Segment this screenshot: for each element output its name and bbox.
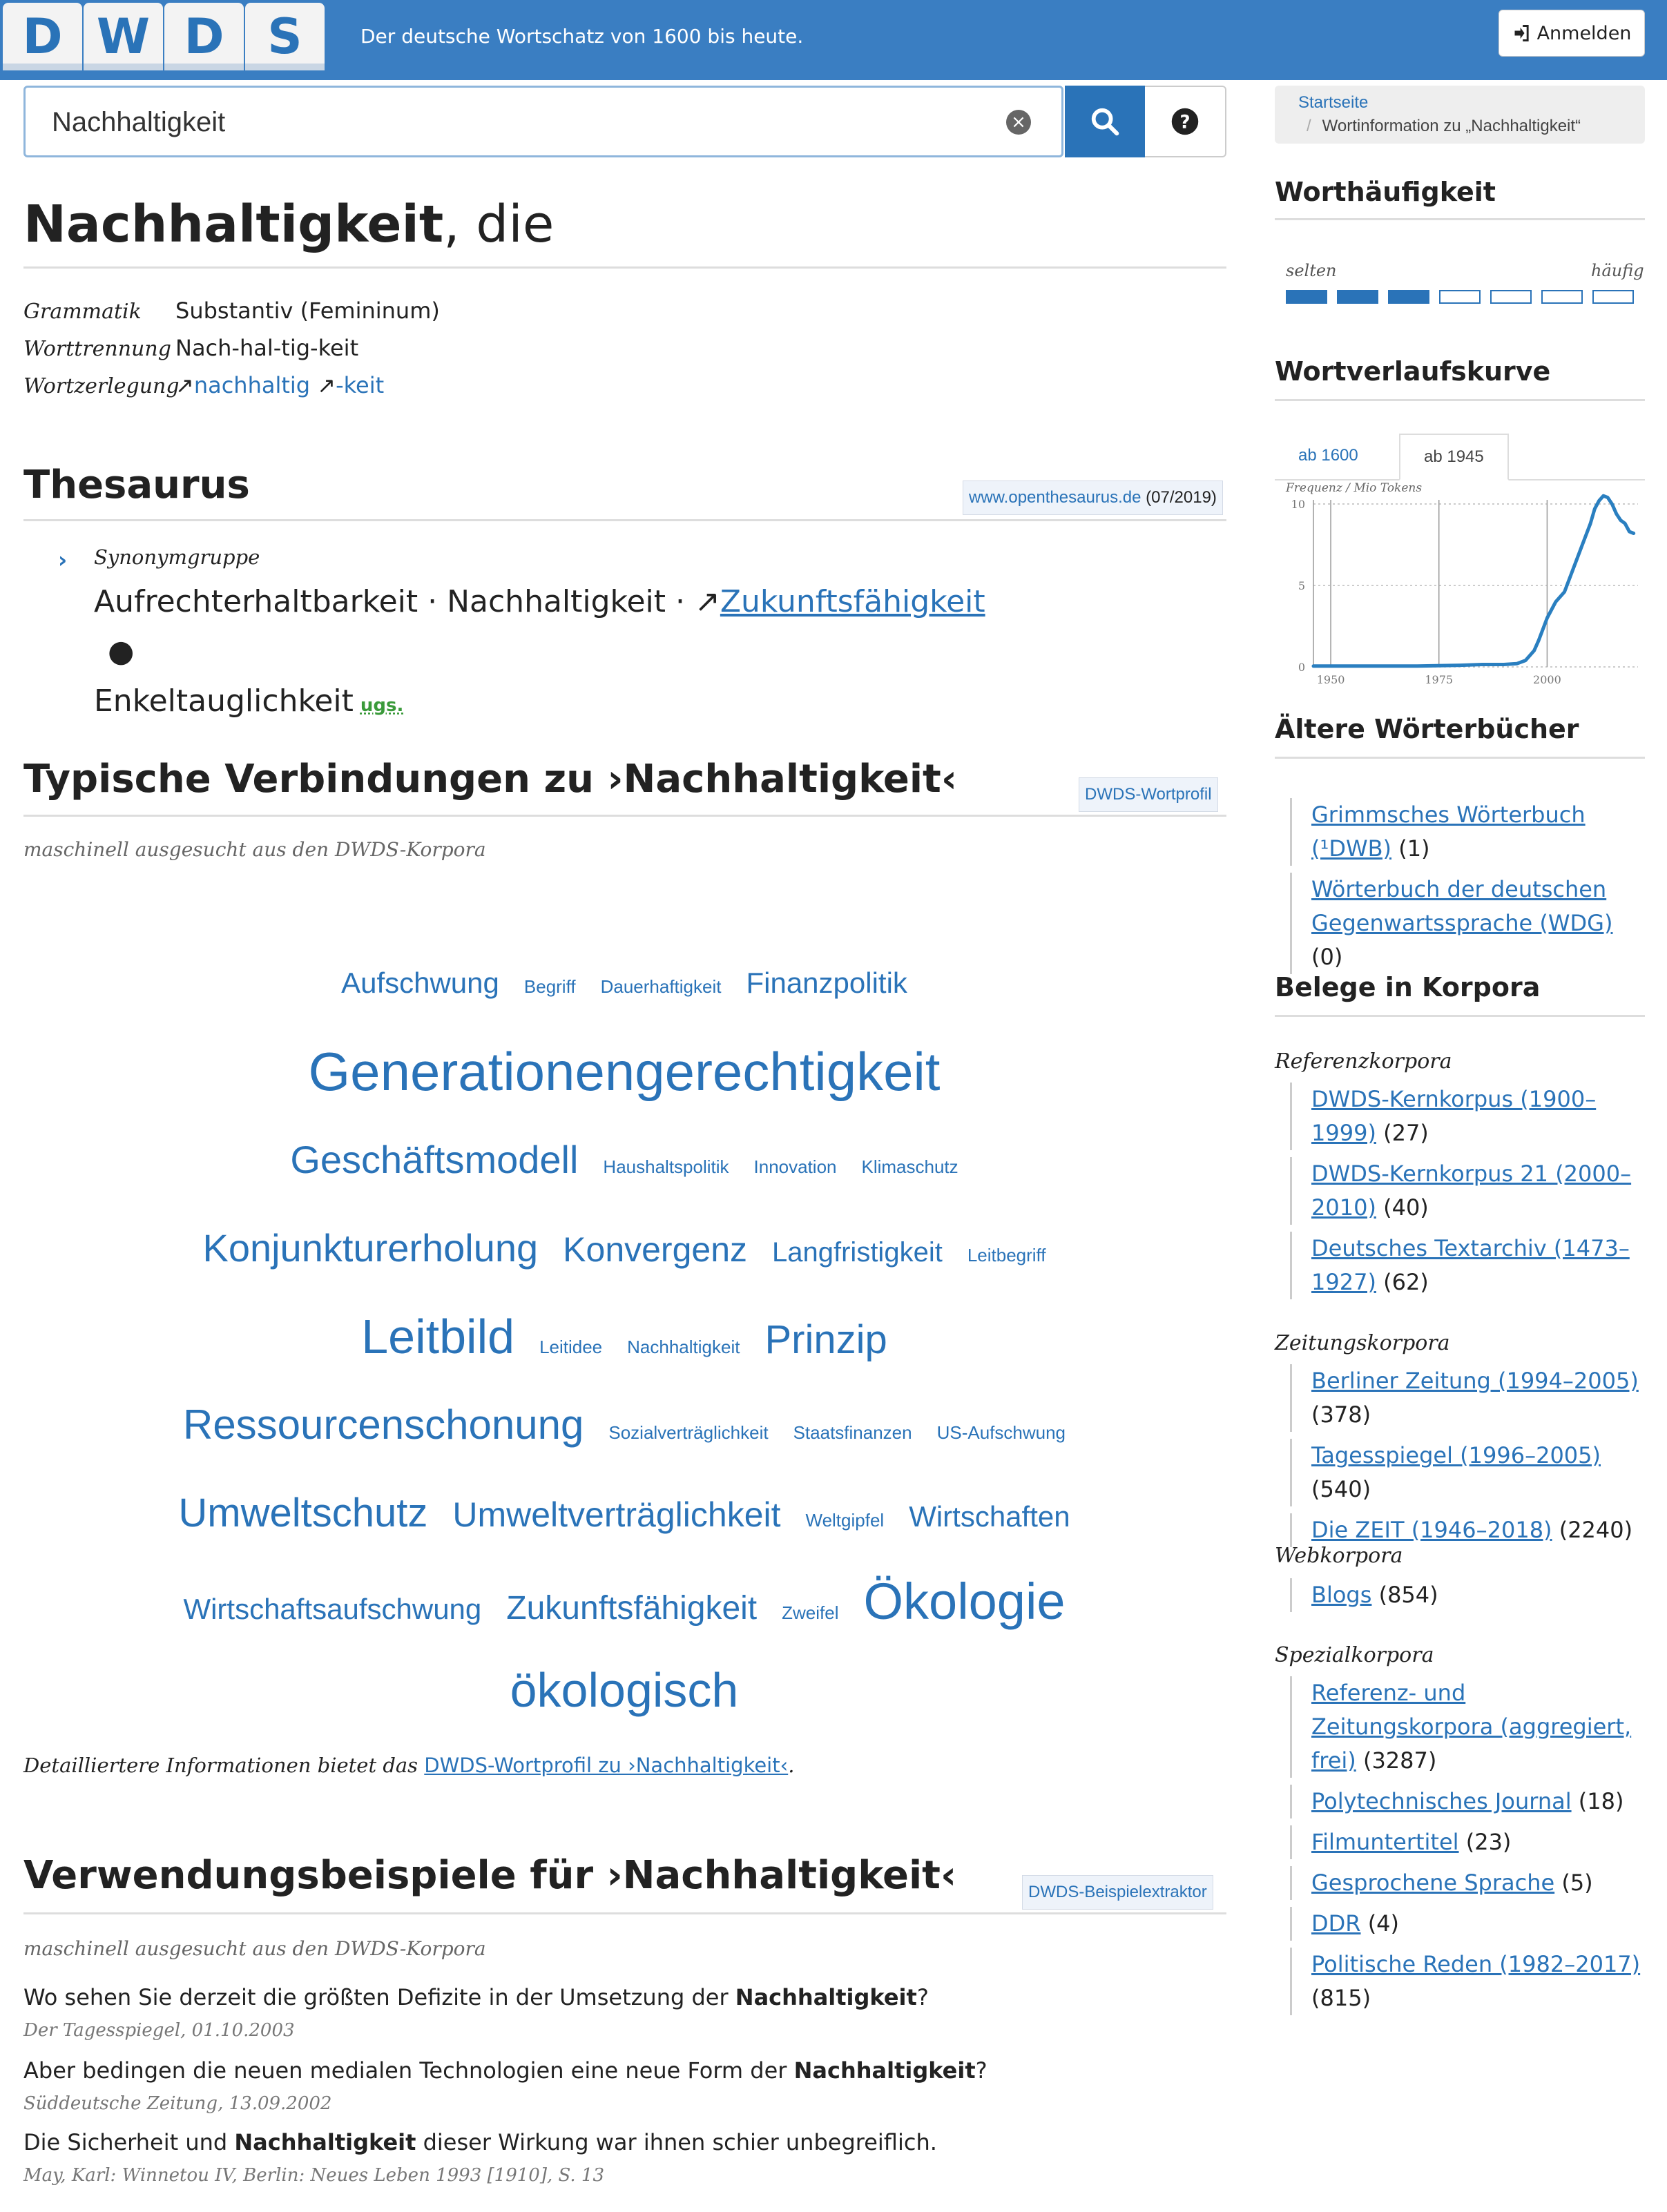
svg-text:?: ?: [1179, 112, 1191, 133]
arrow-icon: ↗: [175, 372, 194, 398]
wortprofil-badge[interactable]: [1079, 777, 1218, 812]
collocation-word[interactable]: Leitidee: [539, 1337, 603, 1357]
chart-xtick-label: 1950: [1316, 673, 1345, 686]
thesaurus-source-badge: [963, 481, 1223, 515]
synonym-group-label: Synonymgruppe: [94, 545, 260, 569]
corpus-count: (4): [1360, 1910, 1400, 1937]
arrow-icon: ↗: [694, 584, 720, 619]
word-cloud: [23, 939, 1225, 1734]
corpus-count: (27): [1376, 1120, 1429, 1146]
corpus-link[interactable]: DDR: [1311, 1910, 1361, 1937]
synonym-link[interactable]: Zukunftsfähigkeit: [720, 584, 985, 619]
collocation-word[interactable]: Staatsfinanzen: [793, 1422, 912, 1443]
corpus-count: (854): [1371, 1582, 1438, 1608]
freq-title: Worthäufigkeit: [1275, 177, 1496, 207]
corpus-item: [1290, 798, 1643, 866]
word-cloud-row: [23, 1558, 1225, 1646]
corpus-link[interactable]: DWDS-Kernkorpus 21 (2000–2010): [1311, 1161, 1632, 1221]
divider: [1275, 1015, 1645, 1017]
corpus-link[interactable]: Politische Reden (1982–2017): [1311, 1951, 1641, 1977]
search-box: [23, 86, 1063, 157]
word-cloud-row: [23, 939, 1225, 1027]
thesaurus-source-date: (07/2019): [1146, 488, 1217, 507]
special-corpora-list: [1290, 1676, 1643, 2022]
arrow-icon: ↗: [317, 372, 336, 398]
chart-xtick-label: 2000: [1533, 673, 1561, 686]
login-label: Anmelden: [1536, 22, 1632, 44]
collocation-word[interactable]: Dauerhaftigkeit: [600, 976, 722, 997]
synonym-list: Aufrechterhaltbarkeit · Nachhaltigkeit ·: [94, 584, 695, 619]
collocation-word[interactable]: Begriff: [523, 976, 576, 997]
grammar-block: [23, 293, 440, 405]
corpus-category: Zeitungskorpora: [1275, 1331, 1450, 1355]
collocations-title: Typische Verbindungen zu ›Nachhaltigkeit‹: [23, 757, 957, 802]
examples-note: maschinell ausgesucht aus den DWDS-Korpora: [23, 1937, 486, 1960]
corpus-link[interactable]: Tagesspiegel (1996–2005): [1311, 1442, 1601, 1468]
collocation-word[interactable]: Konvergenz: [563, 1230, 748, 1269]
example-text: Aber bedingen die neuen medialen Technologien eine neue Form der: [23, 2057, 794, 2084]
tagline: Der deutsche Wortschatz von 1600 bis heute.: [360, 25, 804, 48]
collocation-word[interactable]: Umweltschutz: [178, 1491, 428, 1535]
corpus-item: [1290, 1676, 1643, 1778]
divider: [1275, 757, 1645, 759]
page-title: [23, 195, 554, 254]
corpus-item: [1290, 1513, 1643, 1547]
bullet-icon: ●: [108, 634, 135, 669]
collocations-note: maschinell ausgesucht aus den DWDS-Korpora: [23, 838, 486, 861]
collocation-word[interactable]: Weltgipfel: [805, 1510, 885, 1531]
beispielextraktor-link[interactable]: DWDS-Beispielextraktor: [1028, 1883, 1207, 1901]
example-keyword: Nachhaltigkeit: [735, 1984, 917, 2010]
older-dictionaries-list: [1290, 798, 1643, 981]
divider: [1275, 399, 1645, 401]
top-bar: [0, 0, 1667, 80]
corpus-count: (5): [1554, 1870, 1593, 1896]
login-button[interactable]: [1499, 10, 1645, 57]
collocation-word[interactable]: Finanzpolitik: [746, 967, 907, 999]
example-source: May, Karl: Winnetou IV, Berlin: Neues Leben 1993 [1910], S. 13: [23, 2165, 604, 2186]
wortprofil-link[interactable]: DWDS-Wortprofil: [1085, 785, 1212, 804]
word-cloud-row: [23, 1027, 1225, 1116]
collocation-word[interactable]: Wirtschaftsaufschwung: [183, 1593, 482, 1625]
corpus-item: [1290, 1785, 1643, 1818]
corpus-item: [1290, 1157, 1643, 1225]
detail-text: Detailliertere Informationen bietet das: [23, 1754, 425, 1777]
frequency-step: [1286, 290, 1327, 304]
divider: [23, 519, 1226, 521]
corpus-item: [1290, 1364, 1643, 1432]
example-text: Wo sehen Sie derzeit die größten Defizite in der Umsetzung der: [23, 1984, 735, 2010]
frequency-step: [1439, 290, 1481, 304]
collocation-word[interactable]: Umweltverträglichkeit: [452, 1495, 781, 1534]
divider: [1275, 218, 1645, 220]
frequency-step: [1388, 290, 1429, 304]
login-icon: [1512, 23, 1532, 43]
synonym-word: Enkeltauglichkeit: [94, 683, 354, 719]
word-cloud-row: [23, 1292, 1225, 1381]
breadcrumb: [1275, 86, 1645, 144]
thesaurus-source-link[interactable]: www.openthesaurus.de: [969, 488, 1141, 507]
corpus-item: [1290, 1232, 1643, 1299]
newspaper-corpora-list: [1290, 1364, 1643, 1554]
collocation-word[interactable]: Generationengerechtigkeit: [308, 1041, 941, 1102]
decomp-link[interactable]: nachhaltig: [193, 372, 311, 398]
corpora-title: Belege in Korpora: [1275, 972, 1541, 1002]
older-title: Ältere Wörterbücher: [1275, 714, 1579, 744]
collocation-word[interactable]: Zweifel: [782, 1602, 839, 1623]
frequency-step: [1541, 290, 1583, 304]
frequency-step: [1592, 290, 1634, 304]
lemma: Nachhaltigkeit: [23, 195, 444, 254]
clear-icon[interactable]: ×: [1006, 110, 1031, 135]
corpus-item: [1290, 1866, 1643, 1900]
corpus-item: [1290, 1907, 1643, 1941]
corpus-category: Spezialkorpora: [1275, 1643, 1434, 1667]
corpus-count: (378): [1311, 1401, 1371, 1428]
tab-ab-1600[interactable]: ab 1600: [1298, 446, 1358, 465]
tab-ab-1945[interactable]: ab 1945: [1399, 434, 1509, 481]
thesaurus-title: Thesaurus: [23, 463, 250, 507]
divider: [23, 1912, 1226, 1914]
detail-info: [23, 1754, 794, 1777]
frequency-chart: [1275, 479, 1645, 693]
word-cloud-row: [23, 1116, 1225, 1204]
chart-ytick-label: 0: [1298, 661, 1305, 674]
example-text: Die Sicherheit und: [23, 2129, 235, 2155]
help-button[interactable]: [1145, 86, 1226, 157]
collocation-word[interactable]: Geschäftsmodell: [290, 1138, 579, 1181]
frequency-step: [1337, 290, 1378, 304]
corpus-link[interactable]: Berliner Zeitung (1994–2005): [1311, 1368, 1639, 1394]
word-cloud-row: [23, 1381, 1225, 1469]
example-keyword: Nachhaltigkeit: [793, 2057, 976, 2084]
corpus-link[interactable]: Die ZEIT (1946–2018): [1311, 1517, 1552, 1543]
collocation-word[interactable]: Klimaschutz: [861, 1156, 958, 1177]
web-corpora-list: [1290, 1578, 1643, 1619]
corpus-count: (62): [1376, 1269, 1429, 1295]
hyphen-label: Worttrennung: [23, 337, 171, 361]
logo-letter: D: [164, 3, 244, 70]
freq-low-label: selten: [1286, 261, 1337, 280]
collocation-word[interactable]: Ressourcenschonung: [182, 1401, 584, 1448]
corpus-link[interactable]: Grimmsches Wörterbuch (¹DWB): [1311, 802, 1586, 862]
corpus-count: (2240): [1552, 1517, 1633, 1543]
example-source: Süddeutsche Zeitung, 13.09.2002: [23, 2093, 332, 2114]
collocation-word[interactable]: Leitbegriff: [967, 1245, 1046, 1265]
collocation-word[interactable]: Ökologie: [863, 1573, 1066, 1630]
corpus-item: [1290, 873, 1643, 974]
corpus-count: (815): [1311, 1985, 1371, 2011]
corpus-item: [1290, 1948, 1643, 2015]
grammar-label: Grammatik: [23, 300, 142, 324]
detail-link[interactable]: DWDS-Wortprofil zu ›Nachhaltigkeit‹: [424, 1754, 789, 1777]
example-keyword: Nachhaltigkeit: [234, 2129, 416, 2155]
corpus-category: Referenzkorpora: [1275, 1049, 1452, 1074]
corpus-link[interactable]: Gesprochene Sprache: [1311, 1870, 1555, 1896]
logo-letter: D: [3, 3, 82, 70]
divider: [23, 266, 1226, 269]
collocation-word[interactable]: ökologisch: [510, 1663, 739, 1717]
collocation-word[interactable]: Konjunkturerholung: [202, 1226, 539, 1270]
corpus-count: (3287): [1356, 1747, 1437, 1774]
reference-corpora-list: [1290, 1083, 1643, 1306]
frequency-step: [1490, 290, 1532, 304]
logo-letter: S: [245, 3, 325, 70]
decomp-link[interactable]: -keit: [336, 372, 385, 398]
corpus-category: Webkorpora: [1275, 1544, 1403, 1568]
beispielextraktor-badge[interactable]: [1022, 1875, 1213, 1910]
corpus-item: [1290, 1825, 1643, 1859]
breadcrumb-home[interactable]: Startseite: [1298, 93, 1369, 112]
example-sentence: [23, 2129, 937, 2155]
dwds-logo[interactable]: [3, 3, 325, 70]
word-cloud-row: [23, 1204, 1225, 1292]
corpus-link[interactable]: Deutsches Textarchiv (1473–1927): [1311, 1235, 1630, 1295]
corpus-item: [1290, 1083, 1643, 1150]
collocation-word[interactable]: Haushaltspolitik: [603, 1156, 729, 1177]
corpus-link[interactable]: Polytechnisches Journal: [1311, 1788, 1572, 1814]
corpus-link[interactable]: DWDS-Kernkorpus (1900–1999): [1311, 1086, 1597, 1146]
search-button[interactable]: [1065, 86, 1145, 157]
grammar-value: Substantiv (Femininum): [175, 298, 440, 324]
detail-end: .: [788, 1754, 795, 1777]
collocation-word[interactable]: Innovation: [753, 1156, 837, 1177]
example-text: ?: [916, 1984, 929, 2010]
chart-xtick-label: 1975: [1425, 673, 1454, 686]
search-icon: [1089, 106, 1121, 137]
chart-series-line: [1313, 496, 1634, 666]
corpus-item: [1290, 1578, 1643, 1612]
collocation-word[interactable]: Sozialverträglichkeit: [608, 1422, 769, 1443]
corpus-count: (540): [1311, 1476, 1371, 1502]
collocation-word[interactable]: Zukunftsfähigkeit: [506, 1590, 758, 1627]
collocation-word[interactable]: US-Aufschwung: [936, 1422, 1066, 1443]
example-sentence: [23, 2057, 987, 2084]
corpus-link[interactable]: Blogs: [1311, 1582, 1372, 1608]
breadcrumb-current: Wortinformation zu „Nachhaltigkeit“: [1322, 117, 1581, 135]
decomp-label: Wortzerlegung: [23, 374, 180, 398]
collocation-word[interactable]: Nachhaltigkeit: [627, 1337, 740, 1357]
collocation-word[interactable]: Wirtschaften: [909, 1500, 1070, 1533]
corpus-count: (18): [1571, 1788, 1624, 1814]
article: , die: [443, 195, 555, 254]
example-sentence: [23, 1984, 929, 2010]
collocation-word[interactable]: Prinzip: [764, 1317, 887, 1362]
divider: [23, 815, 1226, 817]
chart-ytick-label: 5: [1298, 579, 1305, 592]
chart-ylabel: Frequenz / Mio Tokens: [1286, 481, 1423, 495]
corpus-count: (0): [1311, 944, 1343, 970]
collocation-word[interactable]: Langfristigkeit: [772, 1237, 943, 1268]
corpus-count: (40): [1376, 1194, 1429, 1221]
curve-tabs: [1275, 434, 1645, 481]
help-icon: [1170, 107, 1199, 136]
corpus-count: (23): [1458, 1829, 1512, 1855]
examples-title: Verwendungsbeispiele für ›Nachhaltigkeit‹: [23, 1853, 957, 1898]
corpus-link[interactable]: Wörterbuch der deutschen Gegenwartssprache (WDG): [1311, 876, 1613, 936]
curve-title: Wortverlaufskurve: [1275, 356, 1551, 387]
corpus-link[interactable]: Filmuntertitel: [1311, 1829, 1459, 1855]
example-text: ?: [975, 2057, 987, 2084]
hyphen-value: Nach-hal-tig-keit: [175, 335, 359, 361]
word-cloud-row: [23, 1469, 1225, 1558]
collocation-word[interactable]: Aufschwung: [341, 967, 499, 999]
logo-letter: W: [84, 3, 163, 70]
corpus-count: (1): [1391, 835, 1430, 862]
example-source: Der Tagesspiegel, 01.10.2003: [23, 2020, 295, 2041]
corpus-link[interactable]: Referenz- und Zeitungskorpora (aggregiert, frei): [1311, 1680, 1632, 1774]
chart-ytick-label: 10: [1291, 498, 1305, 511]
search-input[interactable]: [50, 103, 951, 142]
collocation-word[interactable]: Leitbild: [361, 1310, 515, 1364]
freq-high-label: häufig: [1591, 261, 1644, 280]
word-cloud-row: [23, 1646, 1225, 1734]
synonym-words: [94, 577, 1026, 730]
breadcrumb-separator: /: [1307, 117, 1311, 135]
register-label: ugs.: [360, 695, 404, 716]
example-text: dieser Wirkung war ihnen schier unbegreiflich.: [416, 2129, 937, 2155]
chevron-right-icon[interactable]: ›: [58, 547, 68, 573]
corpus-item: [1290, 1439, 1643, 1506]
